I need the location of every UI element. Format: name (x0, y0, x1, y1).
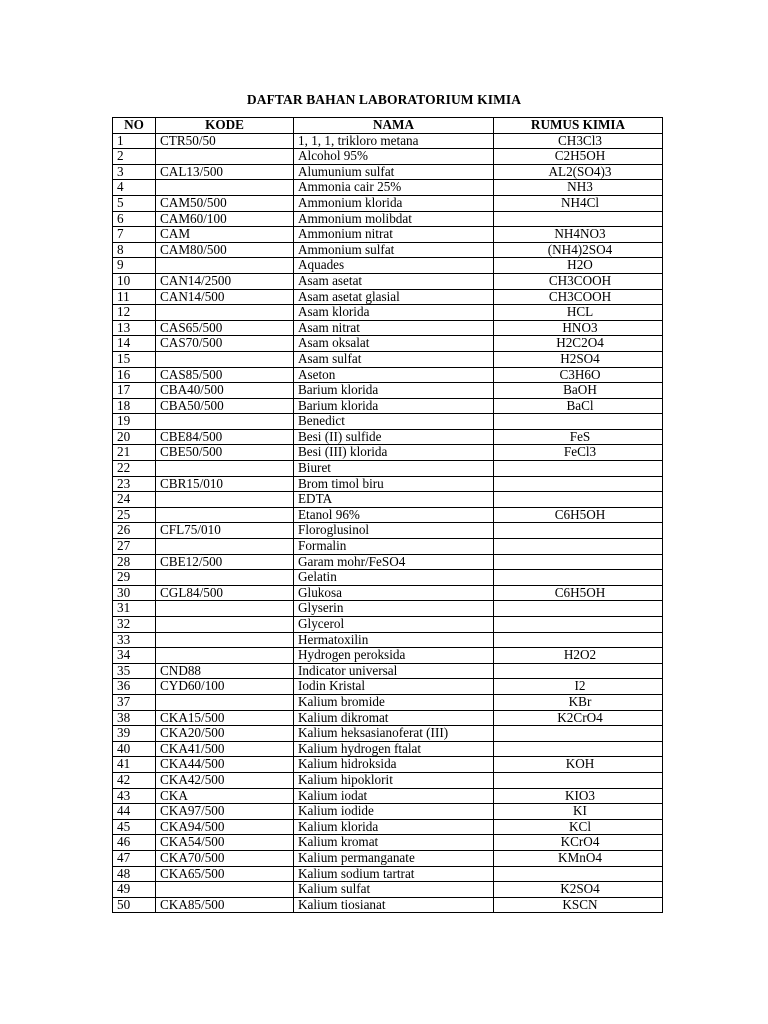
cell-rumus-kimia: H2SO4 (494, 351, 663, 367)
cell-rumus-kimia (494, 772, 663, 788)
table-row (113, 351, 663, 367)
table-row (113, 741, 663, 757)
cell-rumus-kimia: KIO3 (494, 788, 663, 804)
cell-rumus-kimia: H2O2 (494, 648, 663, 664)
cell-kode (156, 180, 294, 196)
cell-nama: Asam asetat (294, 273, 494, 289)
cell-rumus-kimia (494, 570, 663, 586)
table-row (113, 694, 663, 710)
cell-rumus-kimia: CH3COOH (494, 289, 663, 305)
cell-nama: Glukosa (294, 585, 494, 601)
cell-rumus-kimia: AL2(SO4)3 (494, 164, 663, 180)
cell-kode: CKA15/500 (156, 710, 294, 726)
cell-rumus-kimia (494, 539, 663, 555)
cell-rumus-kimia: NH4Cl (494, 195, 663, 211)
table-row (113, 570, 663, 586)
table-row (113, 819, 663, 835)
table-row (113, 679, 663, 695)
cell-nama: Garam mohr/FeSO4 (294, 554, 494, 570)
table-row (113, 461, 663, 477)
cell-nama: Alumunium sulfat (294, 164, 494, 180)
cell-kode: CAN14/500 (156, 289, 294, 305)
cell-rumus-kimia: KI (494, 804, 663, 820)
table-row (113, 772, 663, 788)
cell-kode: CFL75/010 (156, 523, 294, 539)
cell-nama: Kalium hydrogen ftalat (294, 741, 494, 757)
cell-nama: Kalium iodat (294, 788, 494, 804)
cell-nama: Barium klorida (294, 383, 494, 399)
cell-rumus-kimia: HCL (494, 305, 663, 321)
cell-nama: Kalium hipoklorit (294, 772, 494, 788)
cell-kode (156, 617, 294, 633)
cell-kode: CKA70/500 (156, 850, 294, 866)
cell-no: 20 (113, 429, 156, 445)
cell-no: 37 (113, 694, 156, 710)
table-row (113, 258, 663, 274)
cell-rumus-kimia: KOH (494, 757, 663, 773)
cell-kode: CAS65/500 (156, 320, 294, 336)
cell-rumus-kimia: C6H5OH (494, 585, 663, 601)
cell-kode: CAN14/2500 (156, 273, 294, 289)
cell-kode (156, 461, 294, 477)
table-row (113, 632, 663, 648)
table-row (113, 882, 663, 898)
cell-nama: Glycerol (294, 617, 494, 633)
cell-no: 35 (113, 663, 156, 679)
cell-kode: CGL84/500 (156, 585, 294, 601)
cell-no: 31 (113, 601, 156, 617)
cell-no: 8 (113, 242, 156, 258)
cell-no: 12 (113, 305, 156, 321)
table-row (113, 523, 663, 539)
table-row (113, 227, 663, 243)
cell-kode: CAM (156, 227, 294, 243)
cell-rumus-kimia (494, 601, 663, 617)
cell-rumus-kimia: C3H6O (494, 367, 663, 383)
cell-nama: Besi (II) sulfide (294, 429, 494, 445)
cell-no: 39 (113, 726, 156, 742)
cell-kode: CBA40/500 (156, 383, 294, 399)
cell-nama: Asam nitrat (294, 320, 494, 336)
cell-no: 4 (113, 180, 156, 196)
cell-nama: Barium klorida (294, 398, 494, 414)
cell-kode: CKA94/500 (156, 819, 294, 835)
cell-no: 16 (113, 367, 156, 383)
table-row (113, 710, 663, 726)
cell-rumus-kimia: BaOH (494, 383, 663, 399)
table-row (113, 289, 663, 305)
cell-kode: CBE84/500 (156, 429, 294, 445)
cell-kode: CYD60/100 (156, 679, 294, 695)
cell-no: 32 (113, 617, 156, 633)
table-header (113, 118, 663, 134)
cell-rumus-kimia (494, 492, 663, 508)
table-row (113, 663, 663, 679)
cell-nama: Gelatin (294, 570, 494, 586)
table-row (113, 383, 663, 399)
cell-nama: Kalium sodium tartrat (294, 866, 494, 882)
table-row (113, 195, 663, 211)
cell-kode (156, 149, 294, 165)
table-body (113, 133, 663, 913)
cell-nama: Kalium heksasianoferat (III) (294, 726, 494, 742)
table-row (113, 305, 663, 321)
cell-kode: CND88 (156, 663, 294, 679)
cell-rumus-kimia: BaCl (494, 398, 663, 414)
cell-rumus-kimia: KSCN (494, 897, 663, 913)
table-row (113, 180, 663, 196)
cell-nama: Etanol 96% (294, 507, 494, 523)
table-row (113, 648, 663, 664)
document-title: DAFTAR BAHAN LABORATORIUM KIMIA (246, 92, 522, 107)
cell-rumus-kimia: KCrO4 (494, 835, 663, 851)
cell-no: 42 (113, 772, 156, 788)
cell-rumus-kimia (494, 617, 663, 633)
cell-kode: CAS85/500 (156, 367, 294, 383)
cell-kode (156, 694, 294, 710)
table-row (113, 367, 663, 383)
cell-kode (156, 648, 294, 664)
cell-kode: CBE50/500 (156, 445, 294, 461)
cell-nama: Asam oksalat (294, 336, 494, 352)
table-row (113, 336, 663, 352)
table-row (113, 149, 663, 165)
cell-nama: Kalium iodide (294, 804, 494, 820)
cell-rumus-kimia: NH4NO3 (494, 227, 663, 243)
cell-rumus-kimia: FeS (494, 429, 663, 445)
cell-kode: CAM60/100 (156, 211, 294, 227)
table-row (113, 133, 663, 149)
cell-rumus-kimia: K2CrO4 (494, 710, 663, 726)
cell-no: 46 (113, 835, 156, 851)
cell-no: 11 (113, 289, 156, 305)
header-rumus-kimia: RUMUS KIMIA (494, 118, 663, 134)
table-row (113, 617, 663, 633)
table-row (113, 507, 663, 523)
cell-nama: Hermatoxilin (294, 632, 494, 648)
cell-no: 50 (113, 897, 156, 913)
cell-rumus-kimia: KBr (494, 694, 663, 710)
cell-nama: Kalium permanganate (294, 850, 494, 866)
cell-rumus-kimia: KCl (494, 819, 663, 835)
cell-rumus-kimia: K2SO4 (494, 882, 663, 898)
header-row (113, 118, 663, 134)
cell-rumus-kimia: CH3COOH (494, 273, 663, 289)
cell-rumus-kimia: HNO3 (494, 320, 663, 336)
cell-nama: Glyserin (294, 601, 494, 617)
cell-no: 3 (113, 164, 156, 180)
cell-kode: CKA65/500 (156, 866, 294, 882)
cell-no: 40 (113, 741, 156, 757)
cell-nama: Iodin Kristal (294, 679, 494, 695)
cell-nama: Alcohol 95% (294, 149, 494, 165)
cell-nama: Ammonia cair 25% (294, 180, 494, 196)
cell-rumus-kimia (494, 414, 663, 430)
cell-rumus-kimia: KMnO4 (494, 850, 663, 866)
cell-kode: CBE12/500 (156, 554, 294, 570)
table-row (113, 866, 663, 882)
header-kode: KODE (156, 118, 294, 134)
cell-nama: Kalium dikromat (294, 710, 494, 726)
cell-no: 28 (113, 554, 156, 570)
cell-kode (156, 258, 294, 274)
cell-rumus-kimia (494, 663, 663, 679)
cell-no: 5 (113, 195, 156, 211)
cell-kode: CKA44/500 (156, 757, 294, 773)
cell-no: 25 (113, 507, 156, 523)
cell-rumus-kimia: FeCl3 (494, 445, 663, 461)
cell-kode (156, 507, 294, 523)
cell-nama: Ammonium klorida (294, 195, 494, 211)
cell-nama: Asam sulfat (294, 351, 494, 367)
cell-nama: Asam asetat glasial (294, 289, 494, 305)
cell-nama: Formalin (294, 539, 494, 555)
cell-nama: Kalium tiosianat (294, 897, 494, 913)
table-row (113, 273, 663, 289)
table-row (113, 398, 663, 414)
cell-no: 49 (113, 882, 156, 898)
cell-nama: Kalium bromide (294, 694, 494, 710)
table-row (113, 429, 663, 445)
cell-rumus-kimia (494, 866, 663, 882)
table-row (113, 804, 663, 820)
table-row (113, 320, 663, 336)
cell-kode: CKA42/500 (156, 772, 294, 788)
cell-nama: Ammonium nitrat (294, 227, 494, 243)
cell-rumus-kimia (494, 554, 663, 570)
cell-rumus-kimia: NH3 (494, 180, 663, 196)
header-no: NO (113, 118, 156, 134)
table-row (113, 554, 663, 570)
cell-nama: Floroglusinol (294, 523, 494, 539)
cell-no: 38 (113, 710, 156, 726)
cell-rumus-kimia (494, 726, 663, 742)
cell-rumus-kimia: H2C2O4 (494, 336, 663, 352)
table-row (113, 585, 663, 601)
cell-kode: CKA54/500 (156, 835, 294, 851)
cell-kode: CBA50/500 (156, 398, 294, 414)
cell-no: 47 (113, 850, 156, 866)
cell-kode: CBR15/010 (156, 476, 294, 492)
cell-no: 1 (113, 133, 156, 149)
table-row (113, 601, 663, 617)
cell-no: 21 (113, 445, 156, 461)
cell-nama: Brom timol biru (294, 476, 494, 492)
cell-no: 36 (113, 679, 156, 695)
table-row (113, 835, 663, 851)
cell-kode: CAM50/500 (156, 195, 294, 211)
cell-nama: Kalium kromat (294, 835, 494, 851)
cell-rumus-kimia: I2 (494, 679, 663, 695)
table-row (113, 164, 663, 180)
cell-no: 26 (113, 523, 156, 539)
cell-no: 24 (113, 492, 156, 508)
cell-rumus-kimia (494, 523, 663, 539)
cell-no: 27 (113, 539, 156, 555)
cell-nama: Benedict (294, 414, 494, 430)
table-row (113, 897, 663, 913)
table-row (113, 539, 663, 555)
cell-nama: Indicator universal (294, 663, 494, 679)
cell-no: 7 (113, 227, 156, 243)
cell-no: 33 (113, 632, 156, 648)
cell-kode (156, 570, 294, 586)
cell-kode (156, 305, 294, 321)
header-nama: NAMA (294, 118, 494, 134)
cell-no: 41 (113, 757, 156, 773)
cell-kode (156, 632, 294, 648)
cell-rumus-kimia: CH3Cl3 (494, 133, 663, 149)
cell-kode: CAL13/500 (156, 164, 294, 180)
cell-rumus-kimia: (NH4)2SO4 (494, 242, 663, 258)
cell-no: 34 (113, 648, 156, 664)
cell-no: 22 (113, 461, 156, 477)
cell-rumus-kimia: C2H5OH (494, 149, 663, 165)
cell-kode (156, 414, 294, 430)
cell-kode (156, 601, 294, 617)
cell-no: 18 (113, 398, 156, 414)
table-row (113, 211, 663, 227)
cell-nama: Besi (III) klorida (294, 445, 494, 461)
table-row (113, 492, 663, 508)
cell-no: 44 (113, 804, 156, 820)
cell-kode: CAM80/500 (156, 242, 294, 258)
cell-rumus-kimia (494, 461, 663, 477)
cell-no: 43 (113, 788, 156, 804)
cell-nama: Kalium klorida (294, 819, 494, 835)
cell-nama: Aquades (294, 258, 494, 274)
table-row (113, 445, 663, 461)
cell-no: 2 (113, 149, 156, 165)
table-row (113, 788, 663, 804)
cell-rumus-kimia: H2O (494, 258, 663, 274)
cell-rumus-kimia: C6H5OH (494, 507, 663, 523)
cell-nama: 1, 1, 1, trikloro metana (294, 133, 494, 149)
cell-rumus-kimia (494, 632, 663, 648)
cell-nama: Kalium hidroksida (294, 757, 494, 773)
cell-kode (156, 492, 294, 508)
cell-kode (156, 539, 294, 555)
cell-kode: CKA85/500 (156, 897, 294, 913)
cell-nama: Ammonium molibdat (294, 211, 494, 227)
cell-no: 48 (113, 866, 156, 882)
cell-no: 6 (113, 211, 156, 227)
table-row (113, 414, 663, 430)
cell-kode: CKA (156, 788, 294, 804)
table-row (113, 476, 663, 492)
cell-kode: CKA41/500 (156, 741, 294, 757)
cell-kode: CKA20/500 (156, 726, 294, 742)
cell-no: 23 (113, 476, 156, 492)
cell-no: 10 (113, 273, 156, 289)
cell-no: 45 (113, 819, 156, 835)
cell-no: 15 (113, 351, 156, 367)
table-row (113, 242, 663, 258)
cell-rumus-kimia (494, 211, 663, 227)
cell-no: 29 (113, 570, 156, 586)
cell-nama: Ammonium sulfat (294, 242, 494, 258)
cell-no: 30 (113, 585, 156, 601)
materials-table (112, 117, 663, 913)
table-row (113, 757, 663, 773)
table-row (113, 726, 663, 742)
cell-no: 17 (113, 383, 156, 399)
cell-nama: EDTA (294, 492, 494, 508)
cell-nama: Asam klorida (294, 305, 494, 321)
cell-nama: Hydrogen peroksida (294, 648, 494, 664)
cell-rumus-kimia (494, 476, 663, 492)
cell-no: 19 (113, 414, 156, 430)
cell-kode: CKA97/500 (156, 804, 294, 820)
cell-kode: CAS70/500 (156, 336, 294, 352)
cell-nama: Kalium sulfat (294, 882, 494, 898)
cell-kode (156, 882, 294, 898)
cell-rumus-kimia (494, 741, 663, 757)
cell-no: 13 (113, 320, 156, 336)
cell-no: 9 (113, 258, 156, 274)
cell-nama: Biuret (294, 461, 494, 477)
cell-kode (156, 351, 294, 367)
cell-kode: CTR50/50 (156, 133, 294, 149)
cell-nama: Aseton (294, 367, 494, 383)
table-row (113, 850, 663, 866)
cell-no: 14 (113, 336, 156, 352)
